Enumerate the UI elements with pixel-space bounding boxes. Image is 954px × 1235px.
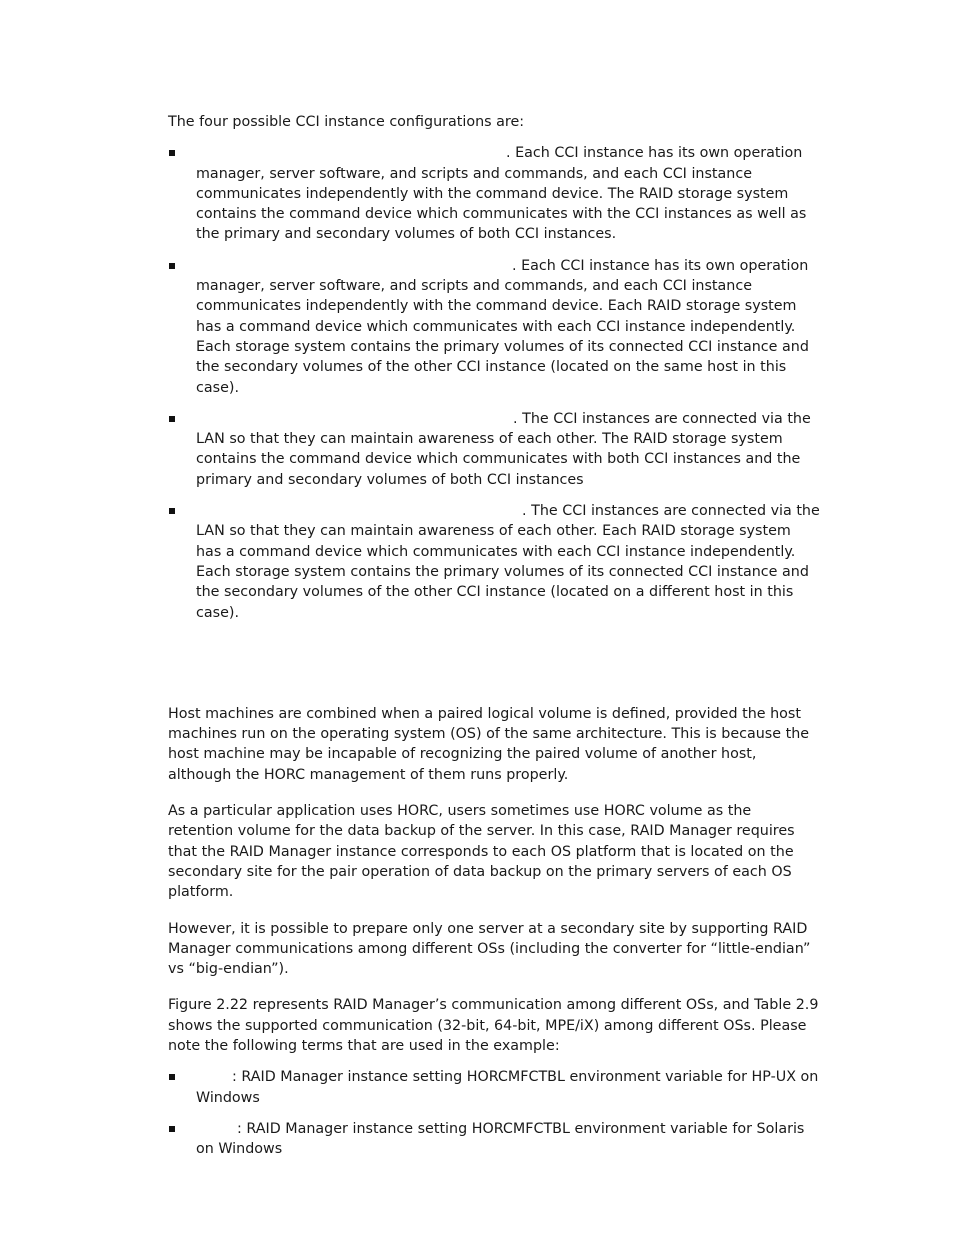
square-bullet-icon bbox=[169, 508, 175, 514]
configuration-list bbox=[168, 143, 820, 623]
list-item bbox=[168, 1067, 820, 1108]
term-text: : RAID Manager instance setting HORCMFCTBL environment variable for HP-UX on Windows bbox=[196, 1069, 819, 1106]
document-page bbox=[168, 112, 820, 1170]
list-item bbox=[168, 143, 820, 244]
square-bullet-icon bbox=[169, 1126, 175, 1132]
body-paragraph: Host machines are combined when a paired logical volume is defined, provided the host machines run on the operating system (OS) of the same architecture. This is because the host machine may be incapable of recognizing the paired volume of another host, although the HORC management of them runs properly. bbox=[168, 705, 810, 783]
list-item bbox=[168, 501, 820, 623]
configuration-text: . The CCI instances are connected via the LAN so that they can maintain awareness of each other. The RAID storage system contains the command device which communicates with both CCI instances and the primary and secondary volumes of both CCI instances bbox=[196, 410, 811, 488]
list-item bbox=[168, 256, 820, 398]
section-spacer bbox=[168, 634, 820, 704]
term-text: : RAID Manager instance setting HORCMFCTBL environment variable for Solaris on Windows bbox=[196, 1120, 805, 1158]
square-bullet-icon bbox=[169, 263, 175, 269]
square-bullet-icon bbox=[169, 1074, 175, 1080]
list-item bbox=[168, 409, 820, 490]
square-bullet-icon bbox=[169, 150, 175, 156]
configuration-text: . Each CCI instance has its own operation manager, server software, and scripts and commands, and each CCI instance communicates independently with the command device. The RAID storage system contains the command device which communicates with the CCI instances as well as the primary and secondary volumes of both CCI instances. bbox=[196, 145, 807, 243]
body-paragraph: Figure 2.22 represents RAID Manager’s communication among different OSs, and Table 2.9 shows the supported communication (32-bit, 64-bit, MPE/iX) among different OSs. Please note the following terms that are used in the example: bbox=[168, 997, 819, 1054]
body-paragraph: However, it is possible to prepare only one server at a secondary site by supporting RAID Manager communications among different OSs (including the converter for “little-endian” vs “big-endian”). bbox=[168, 920, 811, 978]
square-bullet-icon bbox=[169, 416, 175, 422]
configuration-text: . The CCI instances are connected via the LAN so that they can maintain awareness of each other. Each RAID storage system has a command device which communicates with each CCI instance independently. Each storage system contains the primary volumes of its connected CCI instance and the secondary volumes of the other CCI instance (located on a different host in this case). bbox=[196, 503, 820, 621]
terms-list bbox=[168, 1067, 820, 1159]
body-paragraph: As a particular application uses HORC, users sometimes use HORC volume as the retention volume for the data backup of the server. In this case, RAID Manager requires that the RAID Manager instance corresponds to each OS platform that is located on the secondary site for the pair operation of data backup on the primary servers of each OS platform. bbox=[168, 803, 795, 901]
list-item bbox=[168, 1119, 820, 1160]
intro-text: The four possible CCI instance configurations are: bbox=[168, 114, 525, 130]
configuration-text: . Each CCI instance has its own operation manager, server software, and scripts and commands, and each CCI instance communicates independently with the command device. Each RAID storage system has a command device which communicates with each CCI instance independently. Each storage system contains the primary volumes of its connected CCI instance and the secondary volumes of the other CCI instance (located on the same host in this case). bbox=[196, 257, 809, 396]
